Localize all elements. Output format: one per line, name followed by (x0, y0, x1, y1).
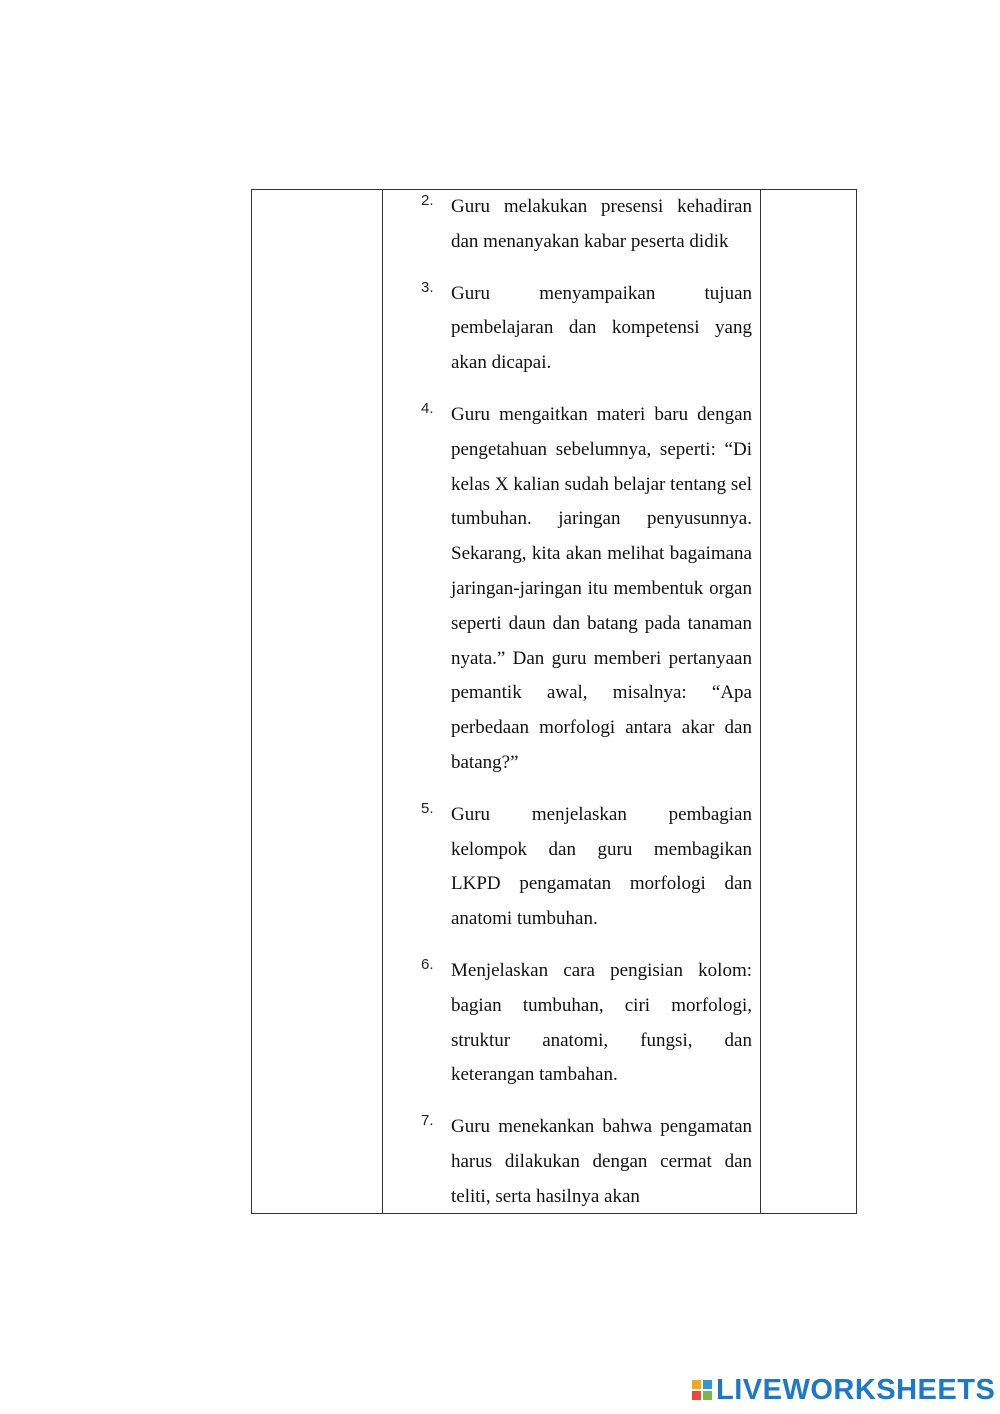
list-item (383, 398, 760, 781)
steps-list (383, 190, 760, 1213)
item-text: Guru melakukan presensi kehadiran dan menanyakan kabar peserta didik (451, 196, 752, 252)
logo-text: LIVEWORKSHEETS (716, 1373, 996, 1406)
item-text: Guru mengaitkan materi baru dengan pengetahuan sebelumnya, seperti: “Di kelas X kalian sudah belajar tentang sel tumbuhan. jaringan penyusunnya. Sekarang, kita akan melihat bagaimana jaringan-jaringan itu membentuk organ seperti daun dan batang pada tanaman nyata.” Dan guru memberi pertanyaan pemantik awal, misalnya: “Apa perbedaan morfologi antara akar dan batang?” (451, 403, 752, 773)
list-item (383, 190, 760, 260)
liveworksheets-logo (692, 1374, 995, 1406)
item-number: 2. (421, 192, 434, 209)
logo-square (692, 1380, 701, 1389)
list-item (383, 1110, 760, 1213)
item-number: 4. (421, 399, 434, 417)
item-text: Guru menjelaskan pembagian kelompok dan guru membagikan LKPD pengamatan morfologi dan anatomi tumbuhan. (451, 803, 752, 930)
item-number: 5. (421, 799, 434, 817)
item-number: 3. (421, 278, 434, 296)
list-item (383, 954, 760, 1093)
liveworksheets-icon (692, 1380, 712, 1400)
item-text: Menjelaskan cara pengisian kolom: bagian tumbuhan, ciri morfologi, struktur anatomi, fungsi, dan keterangan tambahan. (451, 959, 752, 1086)
logo-square (703, 1380, 712, 1389)
list-item (383, 277, 760, 381)
item-number: 6. (421, 955, 434, 973)
table-right-column (760, 190, 856, 1213)
table-left-column (252, 190, 383, 1213)
lesson-table (251, 189, 857, 1214)
item-text: Guru menyampaikan tujuan pembelajaran dan kompetensi yang akan dicapai. (451, 282, 752, 374)
item-text: Guru menekankan bahwa pengamatan harus dilakukan dengan cermat dan teliti, serta hasilnya akan (451, 1116, 752, 1207)
list-item (383, 798, 760, 937)
logo-square (703, 1391, 712, 1400)
table-steps-column (383, 190, 760, 1213)
item-number: 7. (421, 1112, 434, 1130)
logo-square (692, 1391, 701, 1400)
